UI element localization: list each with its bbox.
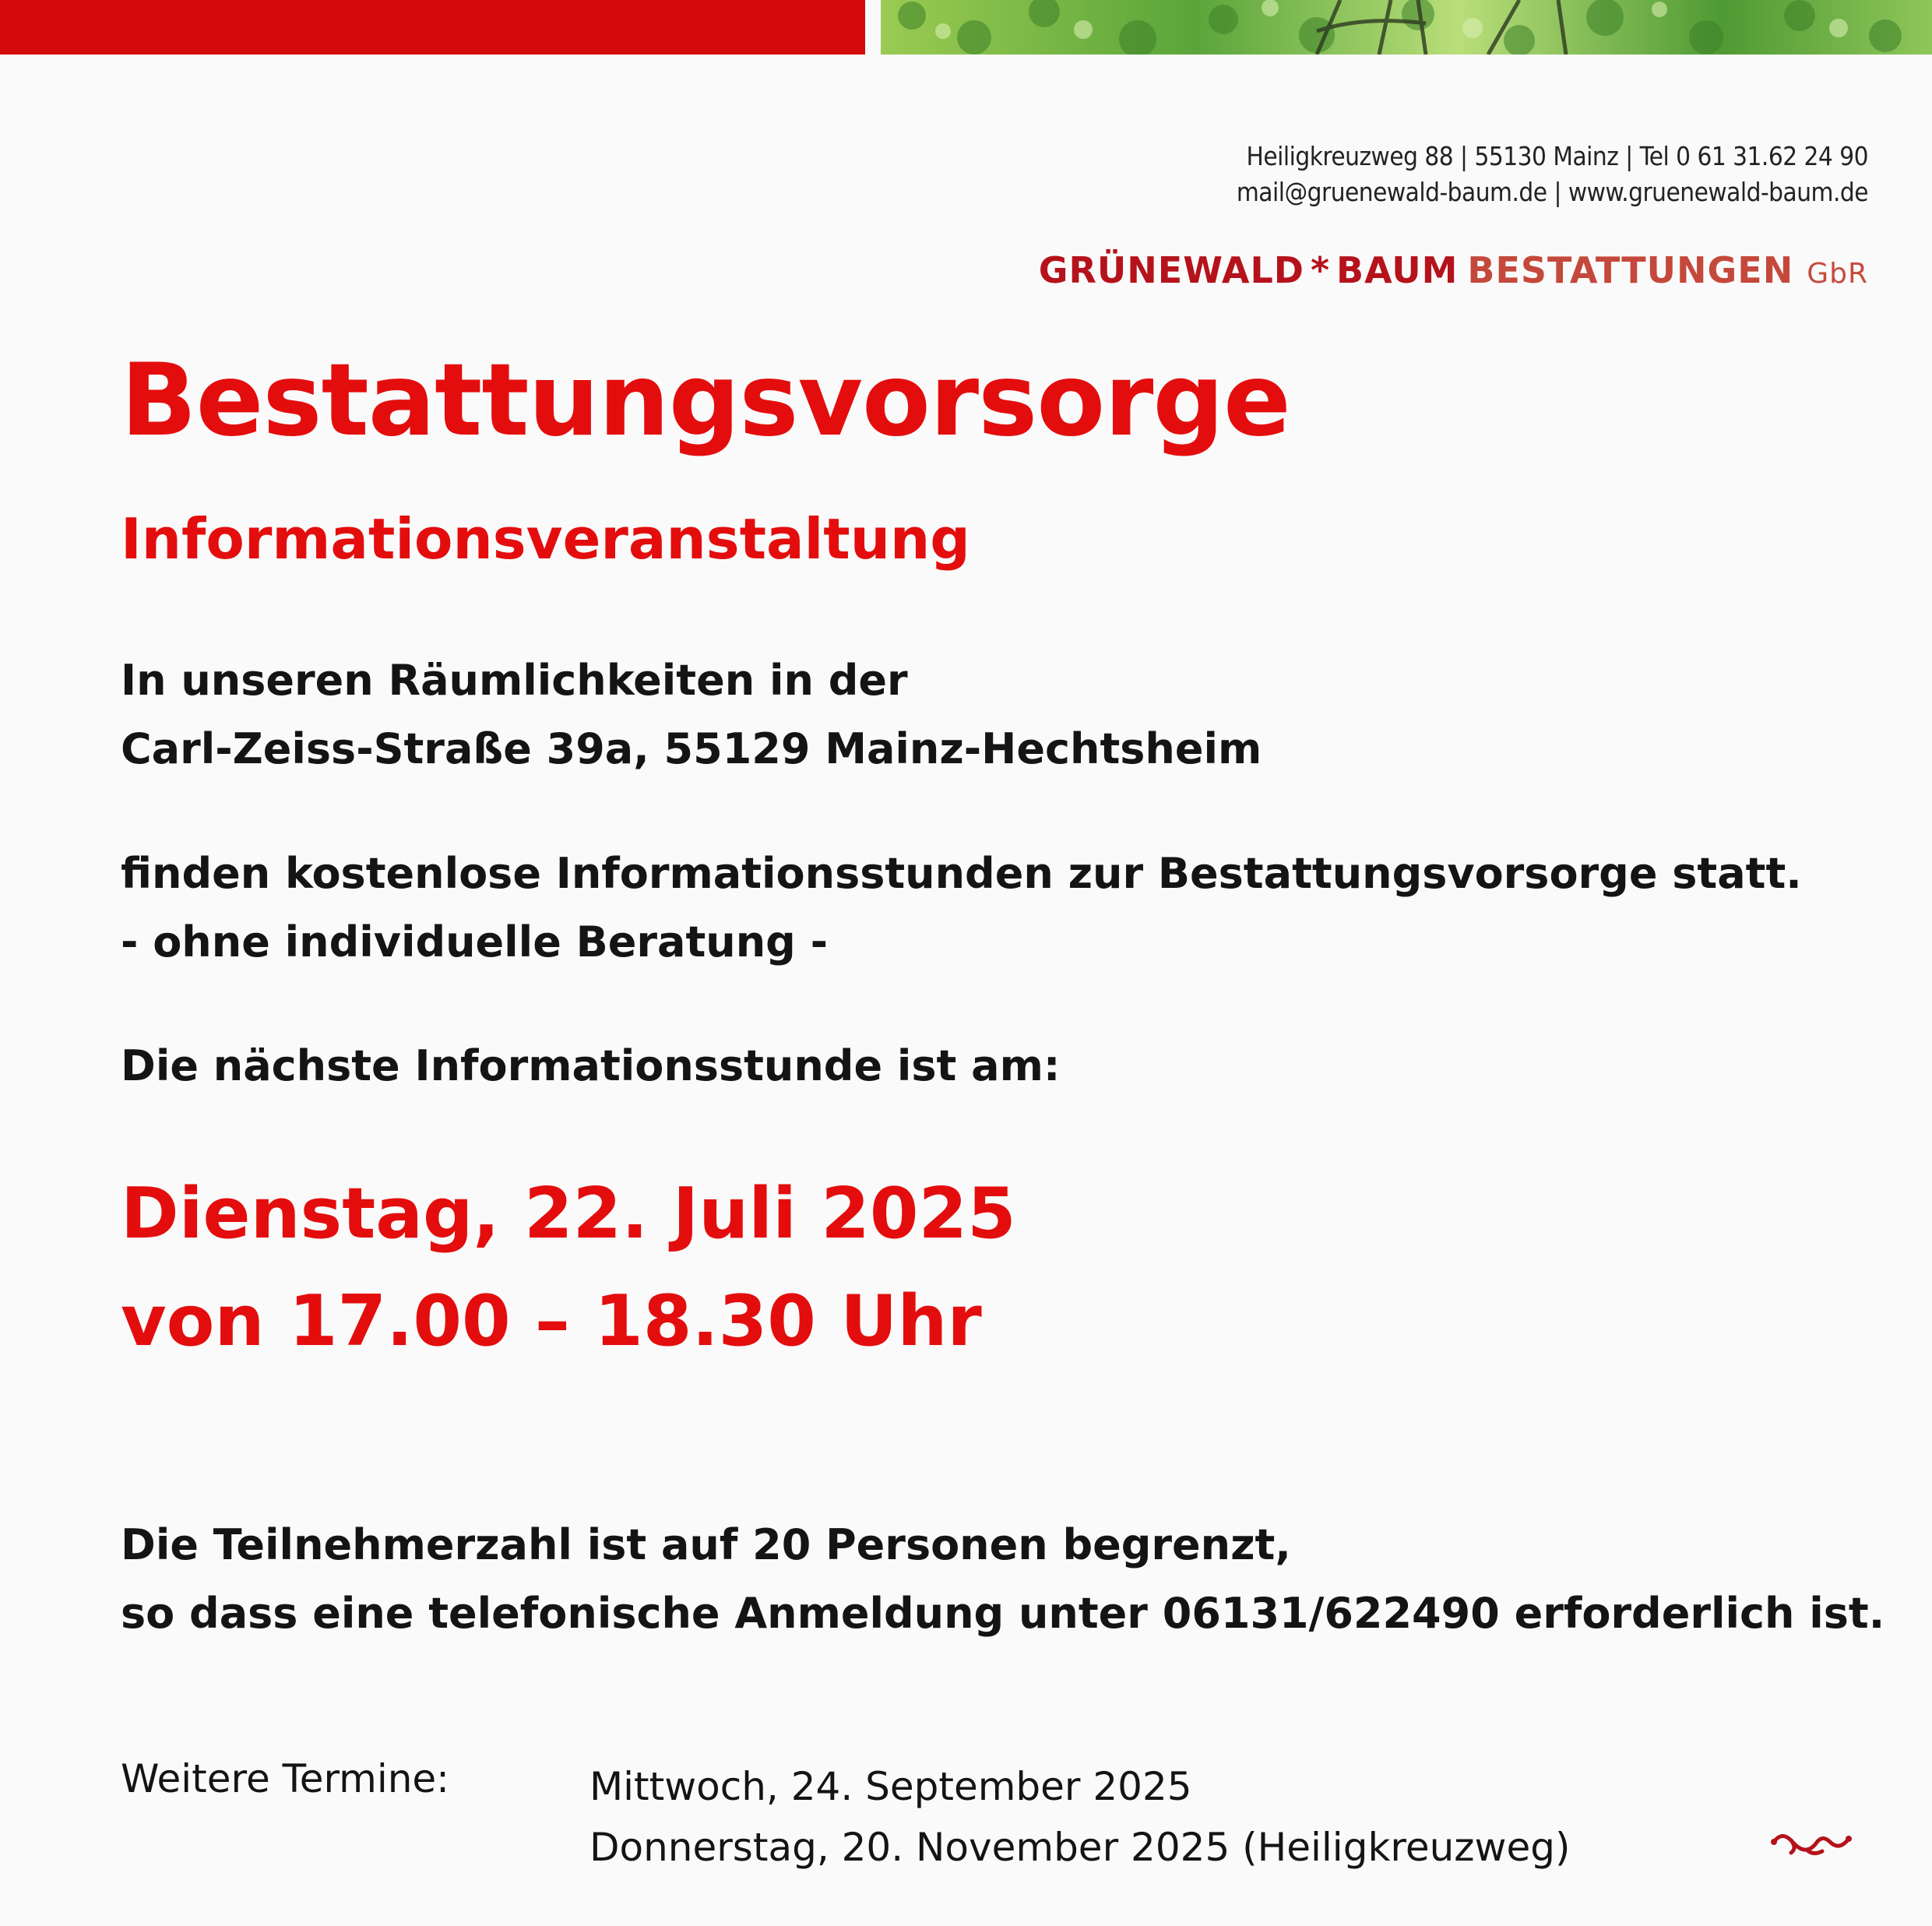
event-time: von 17.00 – 18.30 Uhr — [121, 1280, 982, 1362]
location-line-2: Carl-Zeiss-Straße 39a, 55129 Mainz-Hechtsheim — [121, 724, 1262, 773]
page-subtitle: Informationsveranstaltung — [121, 506, 970, 572]
further-dates-label: Weitere Termine: — [121, 1756, 450, 1801]
registration-paragraph — [121, 1511, 1884, 1648]
further-dates-list — [589, 1756, 1570, 1878]
logo-star: * — [1310, 249, 1331, 291]
registration-line-2: so dass eine telefonische Anmeldung unter 06131/622490 erforderlich ist. — [121, 1589, 1885, 1638]
contact-web-line: mail@gruenewald-baum.de | www.gruenewald-baum.de — [1236, 177, 1868, 207]
further-date-item: Donnerstag, 20. November 2025 (Heiligkreuzweg) — [589, 1825, 1571, 1870]
logo-suffix: GbR — [1807, 258, 1868, 290]
registration-line-1: Die Teilnehmerzahl ist auf 20 Personen begrenzt, — [121, 1520, 1291, 1569]
location-line-1: In unseren Räumlichkeiten in der — [121, 656, 908, 705]
tree-foliage-image — [881, 0, 1932, 55]
logo-name-bestattungen: BESTATTUNGEN — [1467, 249, 1794, 291]
contact-address-line: Heiligkreuzweg 88 | 55130 Mainz | Tel 0 61 31.62 24 90 — [1246, 141, 1868, 171]
event-date: Dienstag, 22. Juli 2025 — [121, 1173, 1016, 1255]
page-title: Bestattungsvorsorge — [121, 343, 1290, 459]
contact-block — [1237, 139, 1868, 210]
header-red-bar — [0, 0, 865, 55]
ornament-icon — [1768, 1826, 1857, 1864]
further-date-item: Mittwoch, 24. September 2025 — [589, 1764, 1192, 1809]
location-paragraph — [121, 646, 1262, 783]
company-logo — [1039, 249, 1868, 291]
next-session-label: Die nächste Informationsstunde ist am: — [121, 1041, 1061, 1090]
info-paragraph — [121, 840, 1802, 977]
info-line-2: - ohne individuelle Beratung - — [121, 917, 829, 967]
event-date-block — [121, 1160, 1016, 1375]
logo-name-baum: BAUM — [1336, 249, 1459, 291]
info-line-1: finden kostenlose Informationsstunden zur Bestattungsvorsorge statt. — [121, 849, 1802, 898]
logo-name-gruenewald: GRÜNEWALD — [1038, 249, 1304, 291]
